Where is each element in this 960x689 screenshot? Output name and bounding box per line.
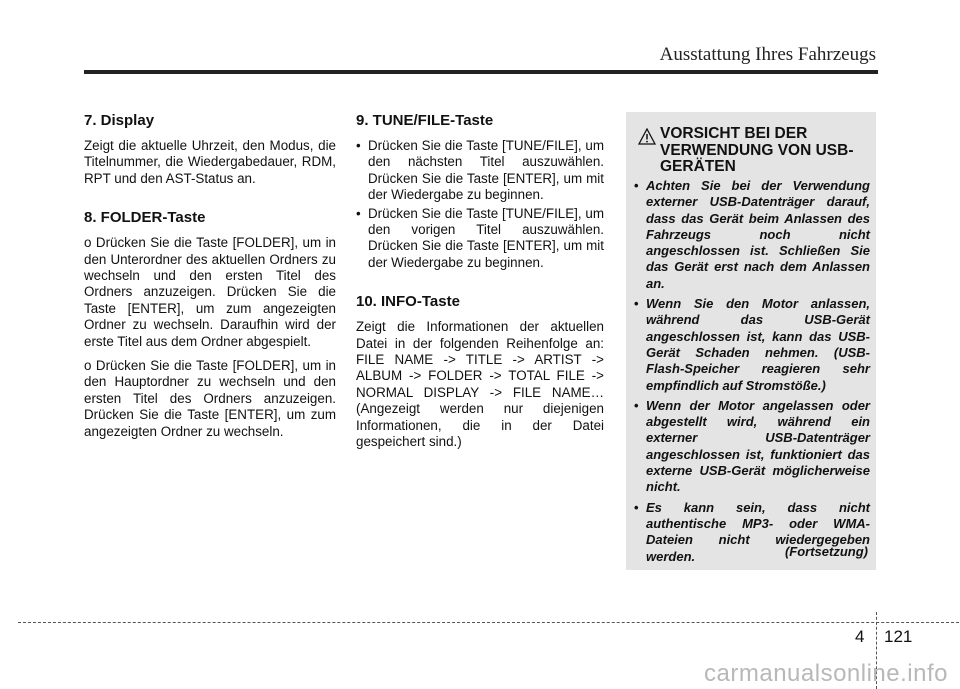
header-rule [84, 70, 878, 74]
section-7-heading: 7. Display [84, 112, 155, 129]
caution-list [634, 178, 870, 569]
section-8-paragraph: o Drücken Sie die Taste [FOLDER], um in den Unterordner des aktuellen Ordners zu wechseln und den ersten Titel des Ordners anzuzeigen. Drücken Sie die Taste [ENTER], um zum angezeigten Ordner zu wechseln. Daraufhin wird der erste Titel aus dem Ordner abgespielt. [84, 235, 336, 349]
watermark: carmanualsonline.info [704, 660, 948, 687]
continued-note: (Fortsetzung) [784, 544, 868, 559]
caution-item: • Wenn Sie den Motor anlassen, während das USB-Gerät angeschlossen ist, kann das USB-Gerät Schaden nehmen. (USB-Flash-Speicher reagieren sehr empfindlich auf Stromstöße.) [634, 296, 870, 394]
caution-box [626, 112, 876, 570]
chapter-number: 4 [855, 627, 865, 646]
caution-item: • Achten Sie bei der Verwendung externer USB-Datenträger darauf, dass das Gerät beim Anlassen des Fahrzeugs noch nicht angeschlossen ist. Schließen Sie das Gerät erst nach dem Anlassen an. [634, 178, 870, 292]
section-8-paragraph: o Drücken Sie die Taste [FOLDER], um in den Hauptordner zu wechseln und den ersten Titel des Ordners anzuzeigen. Drücken Sie die Taste [ENTER], um zum angezeigten Ordner zu wechseln. [84, 358, 336, 439]
footer-divider [18, 622, 960, 623]
warning-triangle-icon [638, 128, 656, 146]
caution-item: • Wenn der Motor angelassen oder abgestellt wird, während ein externer USB-Datenträger angeschlossen ist, funktioniert das externe USB-Gerät möglicherweise nicht. [634, 398, 870, 496]
middle-column [356, 112, 604, 459]
section-10-heading: 10. INFO-Taste [356, 293, 460, 311]
list-item: • Drücken Sie die Taste [TUNE/FILE], um den vorigen Titel auszuwählen. Drücken Sie die Taste [ENTER], um mit der Wiedergabe zu beginnen. [356, 206, 604, 272]
section-7-text: Zeigt die aktuelle Uhrzeit, den Modus, die Titelnummer, die Wiedergabedauer, RDM, RPT und den AST-Status an. [84, 138, 336, 186]
list-item: • Drücken Sie die Taste [TUNE/FILE], um den nächsten Titel auszuwählen. Drücken Sie die Taste [ENTER], um mit der Wiedergabe zu beginnen. [356, 138, 604, 204]
page-number: 121 [884, 627, 913, 646]
section-9-heading: 9. TUNE/FILE-Taste [356, 112, 494, 129]
section-10-text: Zeigt die Informationen der aktuellen Datei in der folgenden Reihenfolge an: FILE NAME -> TITLE -> ARTIST -> ALBUM -> FOLDER -> TOTAL FILE -> NORMAL DISPLAY -> FILE NAME… (Angezeigt werden nur diejenigen Informationen, die in der Datei gespeichert sind.) [356, 319, 604, 450]
left-column [84, 112, 336, 448]
page-header-title: Ausstattung Ihres Fahrzeugs [659, 44, 876, 65]
section-8-heading: 8. FOLDER-Taste [84, 209, 206, 227]
caution-item: • Es kann sein, dass nicht authentische MP3- oder WMA-Dateien nicht wiedergegeben werden. [634, 500, 870, 565]
section-9-list [356, 138, 604, 271]
caution-heading: VORSICHT BEI DER VERWENDUNG VON USB-GERÄTEN [660, 125, 854, 175]
